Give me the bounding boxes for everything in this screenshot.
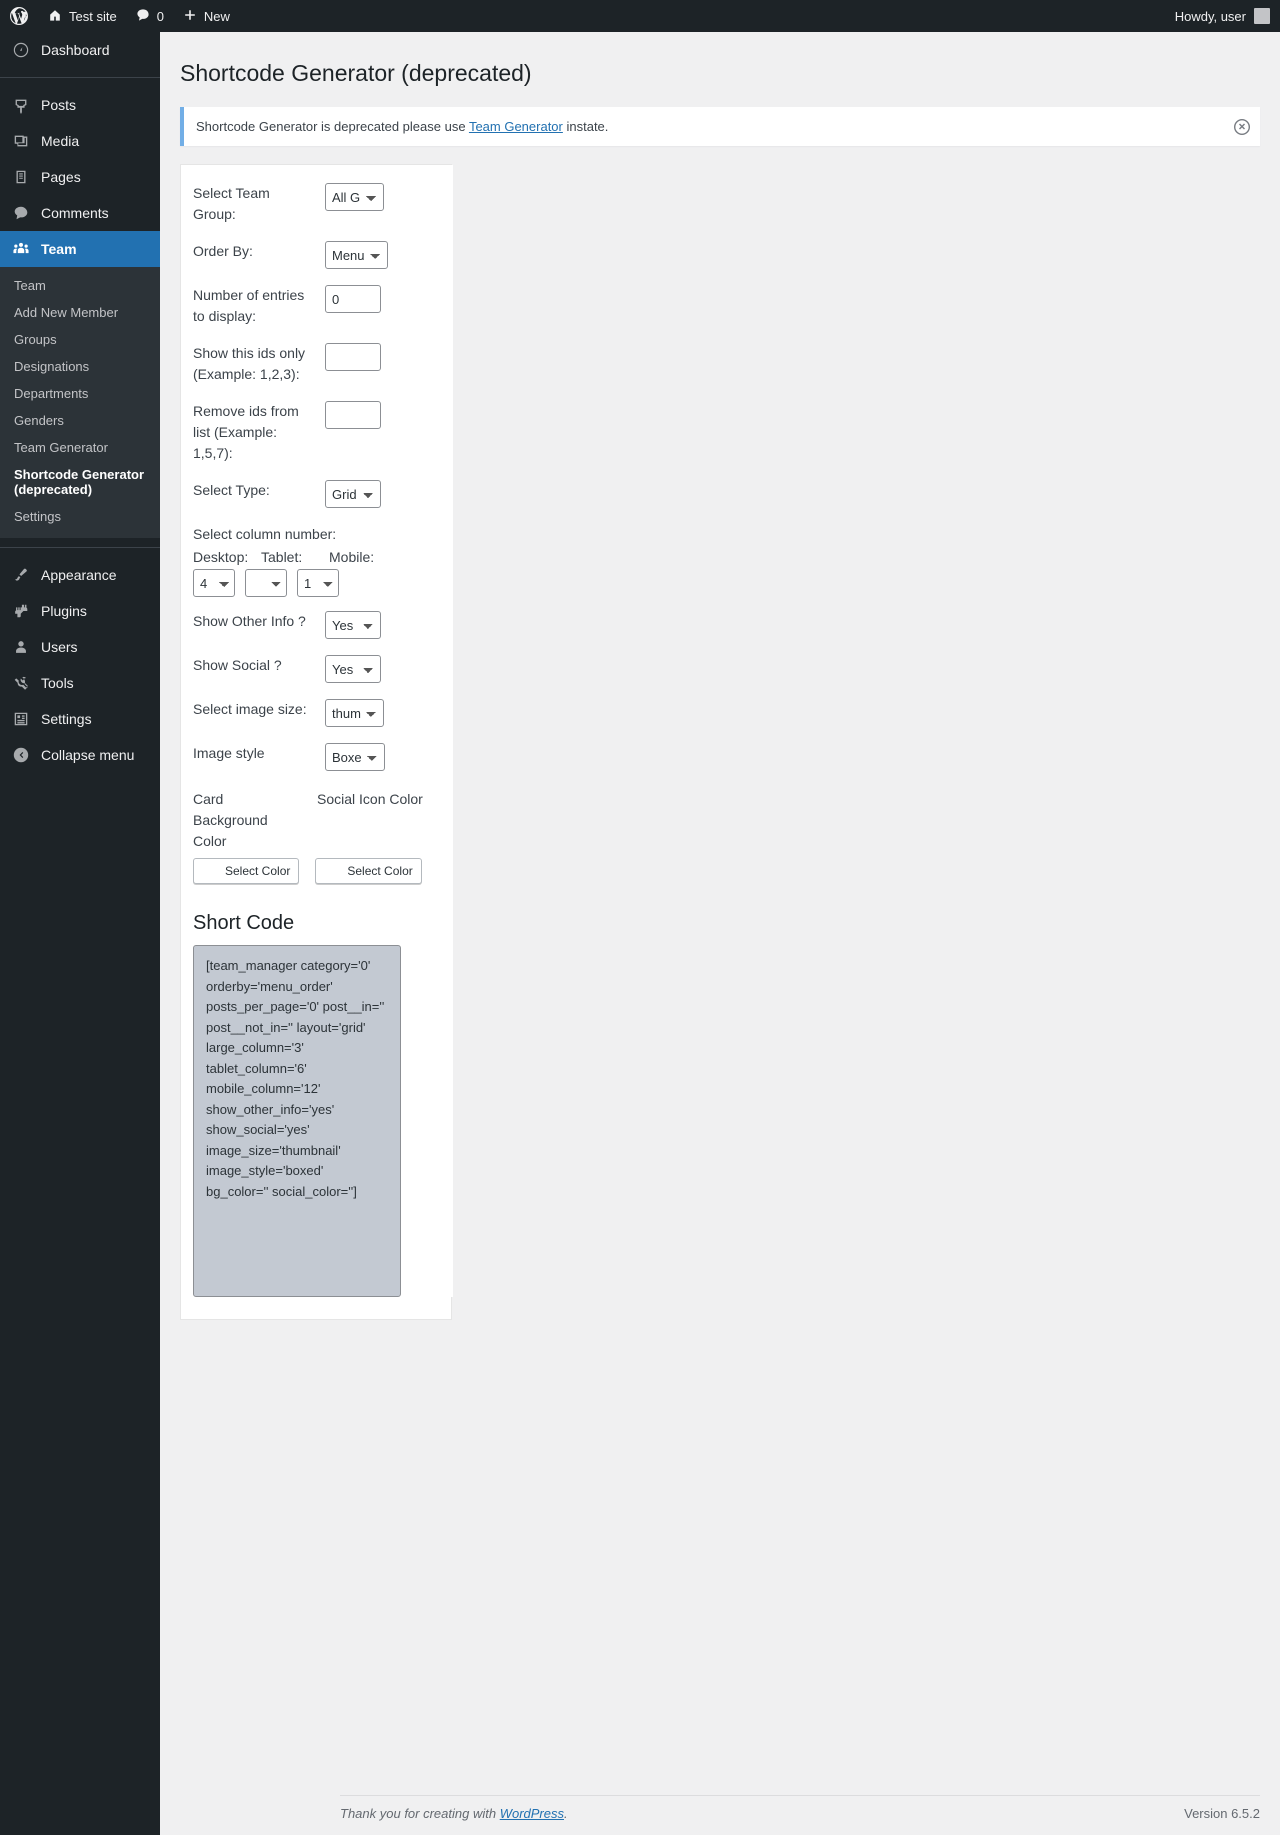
sidebar-item-team[interactable] bbox=[0, 231, 160, 267]
show-ids-input[interactable] bbox=[325, 343, 381, 371]
sidebar-subitem-add-new-member[interactable]: Add New Member bbox=[14, 305, 119, 320]
sidebar-item-label: Plugins bbox=[41, 603, 87, 619]
field-row-column-number bbox=[193, 516, 441, 545]
comments-icon bbox=[11, 203, 31, 223]
sidebar-item-label: Settings bbox=[41, 711, 92, 727]
collapse-menu-button[interactable] bbox=[0, 737, 160, 773]
image-size-label: Select image size: bbox=[193, 701, 307, 718]
card-bg-color-button-label: Select Color bbox=[225, 864, 291, 879]
column-selects bbox=[193, 567, 441, 603]
shortcode-generator-panel bbox=[180, 164, 452, 1320]
admin-footer bbox=[340, 1795, 1260, 1835]
image-style-label: Image style bbox=[193, 745, 265, 762]
sidebar-item-users[interactable] bbox=[0, 629, 160, 665]
order-by-label: Order By: bbox=[193, 243, 253, 260]
color-labels-row bbox=[193, 779, 441, 854]
field-row-image-size bbox=[193, 691, 441, 735]
sidebar-divider bbox=[0, 77, 160, 78]
social-icon-color-swatch bbox=[317, 860, 341, 882]
pages-icon bbox=[11, 167, 31, 187]
social-icon-color-label: Social Icon Color bbox=[317, 791, 423, 808]
sidebar-divider bbox=[0, 547, 160, 548]
page-title: Shortcode Generator (deprecated) bbox=[180, 60, 532, 86]
card-bg-color-picker[interactable] bbox=[193, 858, 299, 884]
field-row-select-type bbox=[193, 472, 441, 516]
sidebar-item-label: Dashboard bbox=[41, 42, 110, 58]
sidebar-item-label: Media bbox=[41, 133, 80, 149]
sidebar-item-media[interactable] bbox=[0, 123, 160, 159]
content-area bbox=[160, 32, 1280, 1835]
order-by-select[interactable] bbox=[325, 241, 388, 269]
posts-pin-icon bbox=[11, 95, 31, 115]
plugins-plug-icon bbox=[11, 601, 31, 621]
sidebar-item-label: Posts bbox=[41, 97, 77, 113]
footer-thanks-before: Thank you for creating with bbox=[340, 1806, 500, 1821]
card-bg-color-swatch bbox=[195, 860, 219, 882]
team-group-select[interactable] bbox=[325, 183, 384, 211]
mobile-label: Mobile: bbox=[329, 549, 375, 566]
media-icon bbox=[11, 131, 31, 151]
desktop-column-select[interactable] bbox=[193, 569, 235, 597]
footer-version: Version 6.5.2 bbox=[1184, 1806, 1260, 1821]
settings-gear-icon bbox=[11, 709, 31, 729]
sidebar-item-label: Appearance bbox=[41, 567, 117, 583]
account-menu[interactable] bbox=[1175, 8, 1280, 24]
sidebar-subitem-shortcode-generator[interactable]: Shortcode Generator (deprecated) bbox=[14, 467, 145, 497]
footer-thanks-after: . bbox=[564, 1806, 568, 1821]
sidebar-item-pages[interactable] bbox=[0, 159, 160, 195]
remove-ids-label: Remove ids from list (Example: 1,5,7): bbox=[193, 403, 299, 462]
shortcode-heading: Short Code bbox=[193, 912, 295, 935]
sidebar-item-label: Tools bbox=[41, 675, 74, 691]
select-column-label: Select column number: bbox=[193, 526, 337, 543]
sidebar-subitem-genders[interactable]: Genders bbox=[14, 413, 64, 428]
sidebar-item-tools[interactable] bbox=[0, 665, 160, 701]
social-icon-color-button-label: Select Color bbox=[347, 864, 413, 879]
sidebar-item-settings[interactable] bbox=[0, 701, 160, 737]
card-bg-color-label: Card Background Color bbox=[193, 791, 268, 850]
remove-ids-input[interactable] bbox=[325, 401, 381, 429]
dismiss-circle-icon[interactable] bbox=[1232, 117, 1252, 137]
show-social-label: Show Social ? bbox=[193, 657, 282, 674]
image-size-select[interactable] bbox=[325, 699, 384, 727]
sidebar-item-plugins[interactable] bbox=[0, 593, 160, 629]
entries-input[interactable] bbox=[325, 285, 381, 313]
sidebar-subitem-settings[interactable]: Settings bbox=[14, 509, 61, 524]
comments-bubble-button[interactable] bbox=[126, 0, 173, 32]
show-social-select[interactable] bbox=[325, 655, 381, 683]
users-icon bbox=[11, 637, 31, 657]
admin-bar bbox=[0, 0, 1280, 32]
tablet-label: Tablet: bbox=[261, 549, 303, 566]
desktop-label: Desktop: bbox=[193, 549, 249, 566]
sidebar-item-label: Comments bbox=[41, 205, 109, 221]
show-other-info-select[interactable] bbox=[325, 611, 381, 639]
social-icon-color-picker[interactable] bbox=[315, 858, 421, 884]
wordpress-logo-icon bbox=[9, 6, 29, 26]
notice-text-after: instate. bbox=[562, 118, 609, 134]
field-row-image-style bbox=[193, 735, 441, 779]
team-generator-link[interactable]: Team Generator bbox=[468, 118, 563, 134]
collapse-menu-label: Collapse menu bbox=[41, 747, 135, 763]
deprecation-notice bbox=[180, 107, 1260, 147]
site-name-label: Test site bbox=[69, 8, 117, 24]
sidebar-item-dashboard[interactable] bbox=[0, 32, 160, 68]
site-name-button[interactable] bbox=[38, 0, 126, 32]
sidebar-subitem-team[interactable]: Team bbox=[14, 278, 46, 293]
field-row-entries bbox=[193, 277, 441, 335]
home-icon bbox=[47, 7, 63, 26]
field-row-team-group bbox=[193, 175, 441, 233]
show-other-info-label: Show Other Info ? bbox=[193, 613, 306, 630]
sidebar-subitem-designations[interactable]: Designations bbox=[14, 359, 90, 374]
sidebar-item-posts[interactable] bbox=[0, 87, 160, 123]
tablet-column-select[interactable] bbox=[245, 569, 287, 597]
image-style-select[interactable] bbox=[325, 743, 385, 771]
field-row-show-other-info bbox=[193, 603, 441, 647]
entries-label: Number of entries to display: bbox=[193, 287, 305, 325]
sidebar-item-label: Team bbox=[41, 241, 77, 257]
comments-count: 0 bbox=[156, 8, 164, 24]
field-row-show-social bbox=[193, 647, 441, 691]
select-type-label: Select Type: bbox=[193, 482, 270, 499]
team-submenu bbox=[0, 267, 160, 538]
plus-icon bbox=[182, 7, 198, 26]
show-ids-label: Show this ids only (Example: 1,2,3): bbox=[193, 345, 306, 383]
footer-thanks bbox=[340, 1806, 568, 1821]
team-group-label: Select Team Group: bbox=[193, 185, 270, 223]
wp-logo-button[interactable] bbox=[0, 0, 38, 32]
dashboard-icon bbox=[11, 40, 31, 60]
field-row-show-ids bbox=[193, 335, 441, 393]
field-row-remove-ids bbox=[193, 393, 441, 472]
comment-bubble-icon bbox=[135, 7, 151, 26]
tools-wrench-icon bbox=[11, 673, 31, 693]
sidebar-subitem-team-generator[interactable]: Team Generator bbox=[14, 440, 108, 455]
sidebar-item-label: Pages bbox=[41, 169, 81, 185]
new-label: New bbox=[203, 8, 230, 24]
sidebar-subitem-groups[interactable]: Groups bbox=[14, 332, 57, 347]
mobile-column-select[interactable] bbox=[297, 569, 339, 597]
color-pickers-row bbox=[193, 854, 441, 886]
avatar bbox=[1254, 8, 1270, 24]
sidebar-subitem-departments[interactable]: Departments bbox=[14, 386, 89, 401]
field-row-order-by bbox=[193, 233, 441, 277]
collapse-arrow-icon bbox=[11, 745, 31, 765]
team-groups-icon bbox=[11, 239, 31, 259]
new-content-button[interactable] bbox=[173, 0, 239, 32]
wordpress-link[interactable]: WordPress bbox=[499, 1806, 564, 1821]
howdy-label: Howdy, user bbox=[1174, 8, 1246, 24]
appearance-brush-icon bbox=[11, 565, 31, 585]
column-headers bbox=[193, 545, 441, 567]
notice-text-before: Shortcode Generator is deprecated please use bbox=[196, 118, 469, 134]
shortcode-output[interactable]: [team_manager category='0' orderby='menu_order' posts_per_page='0' post__in='' post__not_in='' layout='grid' large_column='3' tablet_column='6' mobile_column='12' show_other_info='yes' show_social='yes' image_size='thumbnail' image_style='boxed' bg_color='' social_color=''] bbox=[193, 945, 401, 1297]
select-type-select[interactable] bbox=[325, 480, 381, 508]
sidebar-item-comments[interactable] bbox=[0, 195, 160, 231]
sidebar-item-label: Users bbox=[41, 639, 78, 655]
admin-sidebar bbox=[0, 32, 160, 1835]
sidebar-item-appearance[interactable] bbox=[0, 557, 160, 593]
